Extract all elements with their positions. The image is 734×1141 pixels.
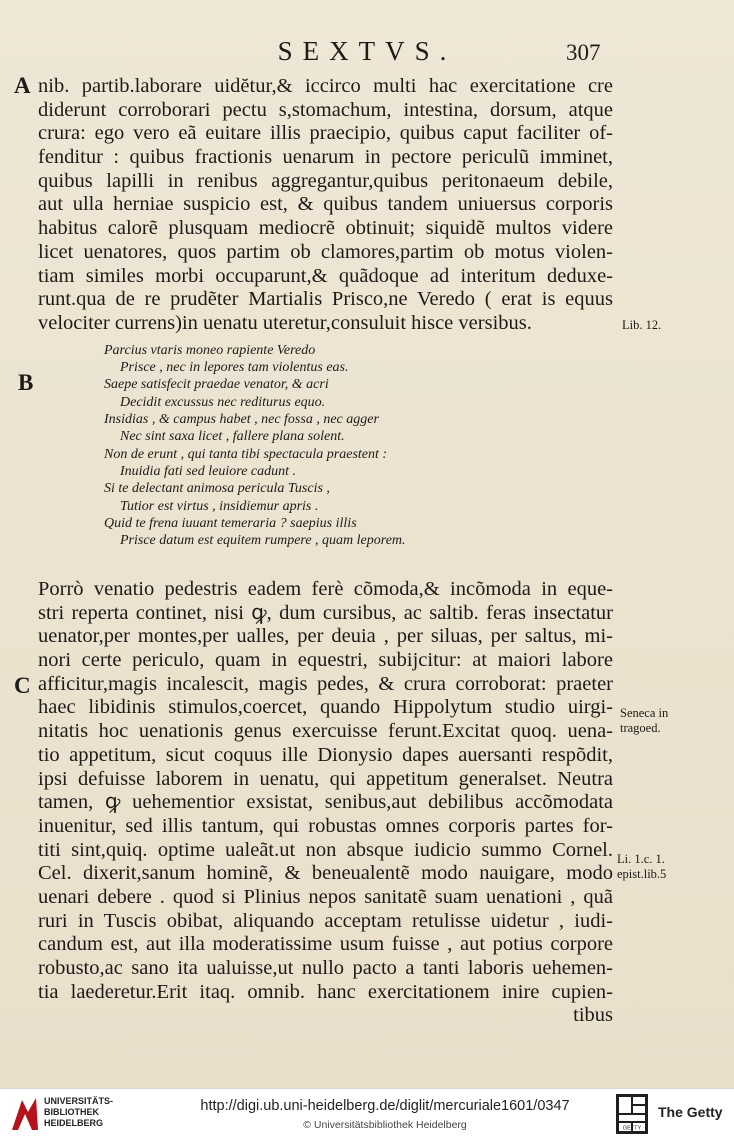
verse-line: Tutior est virtus , insidiemur apris . (120, 499, 319, 514)
verse-line: Si te delectant animosa pericula Tuscis , (104, 481, 330, 496)
text-line: uenari debere . quod si Plinius nepos sanitatẽ suam uenationi , quã (38, 885, 613, 908)
text-line: afficitur,magis incalescit, magis pedes, & crura corroborat: praeter (38, 672, 613, 695)
text-line: inuenitur, sed illis tantum, qui robustas omnes corporis partes for- (38, 814, 613, 837)
text-line: haec libidinis stimulos,coercet, quando Hippolytum studio uirgi- (38, 696, 613, 719)
text-line: tio appetitum, sicut coquus ille Dionysio dapes auersanti respõdit, (38, 743, 613, 766)
text-line: nib. partib.laborare uidĕtur,& iccirco multi hac exercitatione cre (38, 75, 613, 97)
getty-logo-lettering: GETTY (622, 1125, 642, 1132)
verse-line: Decidit excussus nec rediturus equo. (120, 395, 326, 410)
margin-letter-a: A (14, 73, 31, 98)
text-line: velociter currens)in uenatu uteretur,consuluit hisce versibus. (38, 311, 532, 334)
marginal-note-line: Li. 1.c. 1. (617, 852, 665, 866)
text-line: crura: ego vero eã euitare illis praecipio, quibus caput faciliter of- (38, 122, 613, 145)
text-line: aut ulla herniae suspicio est, & quibus tandem uniuersus corporis (38, 193, 613, 216)
verse-line: Parcius vtaris moneo rapiente Veredo (104, 343, 316, 358)
text-line: stri reperta continet, nisi ꝙ, dum cursibus, ac saltib. feras insectatur (38, 601, 613, 624)
text-line: robusto,ac sano ita ualuisse,ut nullo pacto a tanti laboris uehemen- (38, 957, 613, 979)
marginal-note-line: tragoed. (620, 721, 661, 735)
page-number: 307 (566, 40, 601, 65)
marginal-note-lib12: Lib. 12. (622, 318, 662, 332)
verse-line: Prisce , nec in lepores tam violentus eas. (120, 360, 349, 375)
marginal-note-line: Seneca in (620, 706, 669, 720)
margin-letter-c: C (14, 673, 31, 698)
text-line: tibus (573, 1004, 613, 1027)
paragraph-1 (38, 75, 613, 336)
text-line: fenditur : quibus fractionis uenarum in pectore periculũ imminet, (38, 146, 613, 169)
library-name-line: UNIVERSITÄTS- (44, 1096, 114, 1106)
paragraph-2 (38, 578, 613, 1028)
verse-line: Insidias , & campus habet , nec fossa , nec agger (104, 412, 379, 427)
verse-line: Inuidia fati sed leuiore cadunt . (120, 464, 297, 479)
viewer-footer (0, 1088, 734, 1141)
text-line: runt.qua de re prudẽter Martialis Prisco,ne Veredo ( erat is equus (38, 288, 613, 311)
library-name-line: BIBLIOTHEK (44, 1107, 99, 1117)
text-line: Porrò venatio pedestris eadem ferè cõmoda,& incõmoda in eque- (38, 578, 613, 600)
library-name-line: HEIDELBERG (44, 1118, 104, 1128)
margin-letter-b: B (18, 370, 34, 395)
text-line: tia laederetur.Erit itaq. omnib. hanc exercitationem inire cupien- (38, 980, 613, 1003)
copyright-notice: © Universitätsbibliothek Heidelberg (303, 1119, 467, 1131)
marginal-note-line: epist.lib.5 (617, 867, 667, 881)
text-line: candum est, aut illa moderatissime usum fuisse , aut potius corpore (38, 933, 613, 956)
verse-line: Quid te frena iuuant temeraria ? saepius illis (104, 516, 357, 531)
text-line: uenator,per montes,per ualles, per deuia , per siluas, per saltus, mi- (38, 625, 613, 648)
text-line: nori certe periculo, quam in equestri, subijcitur: at maiori labore (38, 649, 613, 672)
verse-line: Saepe satisfecit praedae venator, & acri (104, 377, 329, 392)
text-line: titi sint,quiq. optime ualeãt.ut non absque iudicio summo Cornel. (38, 838, 613, 861)
text-line: habitus calorẽ plusquam mediocrẽ obtinuit; siquidẽ multos videre (38, 217, 613, 240)
text-line: tiam similes morbi occuparunt,& quãdoque ad interitum deduxe- (38, 264, 613, 287)
text-line: ruri in Tuscis obibat, aliquando acceptam retulisse uidetur , iudi- (38, 909, 613, 932)
getty-label: The Getty (658, 1104, 723, 1120)
ub-heidelberg-emblem-icon (8, 1094, 42, 1134)
verse-line: Nec sint saxa licet , fallere plana solent. (120, 429, 345, 444)
text-line: diderunt corroborari pectu s,stomachum, intestina, dorsum, atque (38, 98, 613, 121)
text-line: tamen, ꝙ uehementior exsistat, senibus,aut debilibus accõmodata (38, 791, 613, 814)
text-line: nitatis hoc uenationis genus exercuisse ferunt.Excitat quoq. uena- (38, 720, 613, 743)
text-line: licet uenatores, quos partim ob clamores,partim ob motus violen- (38, 240, 613, 263)
ub-heidelberg-logo[interactable] (8, 1093, 158, 1135)
permalink-url[interactable]: http://digi.ub.uni-heidelberg.de/diglit/mercuriale1601/0347 (200, 1098, 570, 1114)
text-line: ipsi defuisse laborem in uenatu, qui appetitum generalset. Neutra (38, 767, 613, 790)
getty-logo[interactable] (616, 1094, 648, 1134)
running-title: SEXTVS. (277, 36, 457, 66)
text-line: quibus lapilli in renibus aggregantur,quibus peritonaeum debile, (38, 169, 613, 192)
getty-logo-icon (616, 1094, 648, 1134)
marginal-note-plinius (617, 852, 666, 882)
text-line: Cel. dixerit,sanum hominẽ, & beneualentẽ modo nauigare, modo (38, 862, 613, 885)
verse-line: Non de erunt , qui tanta tibi spectacula praestent : (104, 447, 388, 462)
verse-line: Prisce datum est equitem rumpere , quam leporem. (120, 533, 406, 548)
marginal-note-seneca (620, 706, 668, 736)
